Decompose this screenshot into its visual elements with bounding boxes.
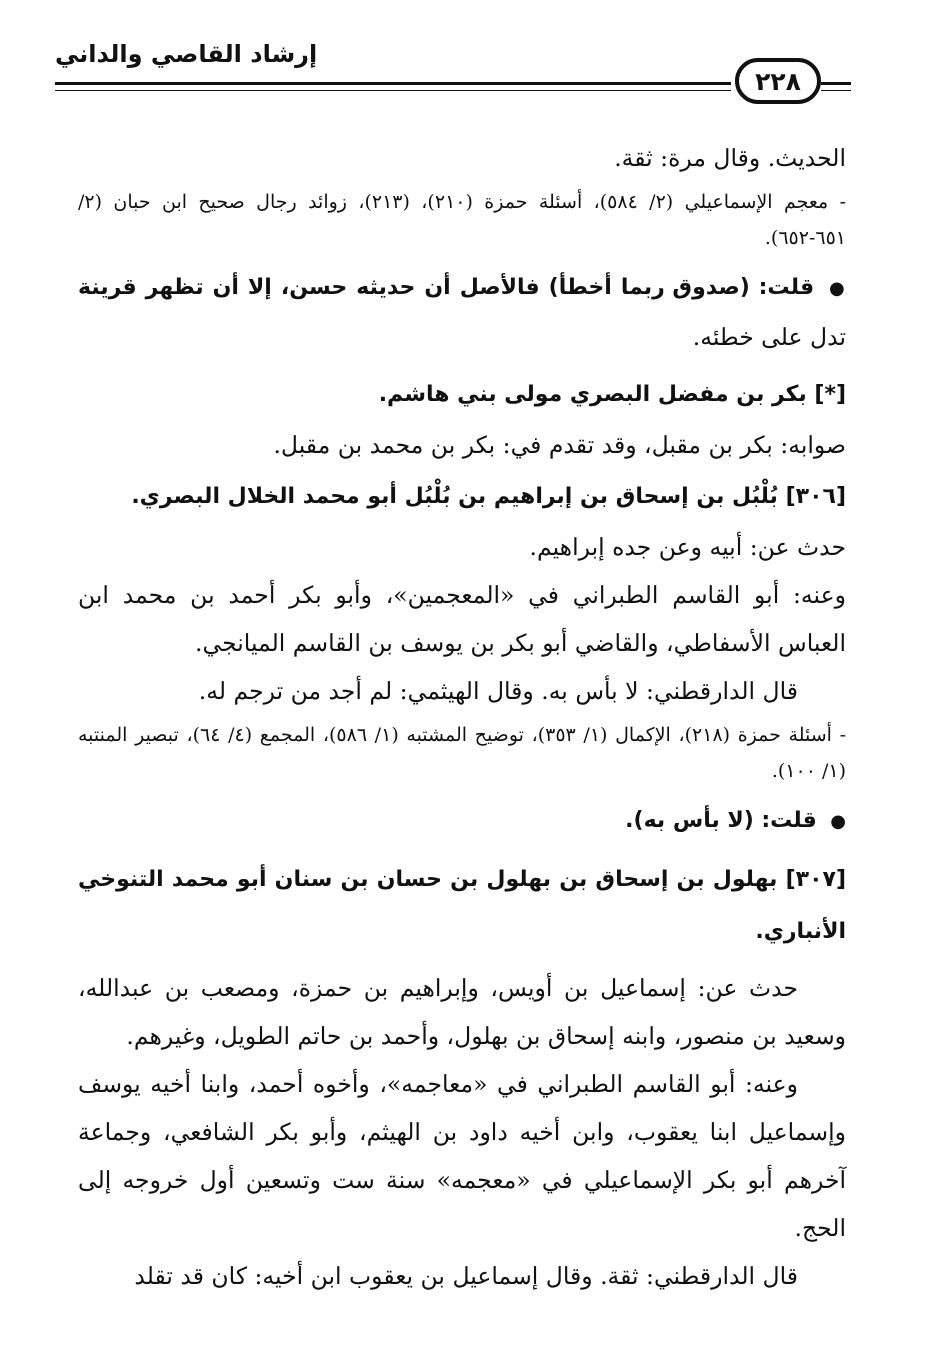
- verdict-paragraph: [78, 795, 846, 846]
- running-title: إرشاد القاصي والداني: [55, 40, 318, 68]
- header-rule-right-thin: [821, 90, 851, 91]
- bullet-icon: ●: [828, 278, 846, 299]
- body-line: قال الدارقطني: لا بأس به. وقال الهيثمي: لم أجد من ترجم له.: [198, 677, 798, 705]
- body-line: صوابه: بكر بن مقبل، وقد تقدم في: بكر بن محمد بن مقبل.: [273, 431, 846, 459]
- page-body: [78, 134, 846, 1300]
- body-line: قال الدارقطني: ثقة. وقال إسماعيل بن يعقوب ابن أخيه: كان قد تقلد: [134, 1262, 798, 1290]
- bullet-icon: ●: [830, 811, 846, 832]
- page-number-badge: ٢٢٨: [735, 58, 821, 104]
- verdict-text: (صدوق ربما أخطأ) فالأصل أن حديثه حسن، إلا أن تظهر قرينة: [78, 275, 750, 300]
- header-rule-thin: [55, 90, 731, 91]
- body-paragraph: حدث عن: إسماعيل بن أويس، وإبراهيم بن حمزة، ومصعب بن عبدالله، وسعيد بن منصور، وابنه إسحاق بن بهلول، وأحمد بن حاتم الطويل، وغيرهم.: [78, 974, 846, 1050]
- entry-heading: [٣٠٧] بهلول بن إسحاق بن بهلول بن حسان بن سنان أبو محمد التنوخي الأنباري.: [78, 867, 846, 944]
- body-line: حدث عن: أبيه وعن جده إبراهيم.: [529, 533, 846, 561]
- entry-heading: [*] بكر بن مفضل البصري مولى بني هاشم.: [378, 382, 846, 407]
- verdict-label: قلت:: [761, 808, 817, 833]
- footnote-reference: - معجم الإسماعيلي (٢/ ٥٨٤)، أسئلة حمزة (٢١٠)، (٢١٣)، زوائد رجال صحيح ابن حبان (٢/ ٦٥١-٦٥٢).: [78, 191, 846, 249]
- body-paragraph: وعنه: أبو القاسم الطبراني في «معاجمه»، وأخوه أحمد، وابنا أخيه يوسف وإسماعيل ابنا يعقوب، وابن أخيه داود بن الهيثم، وأبو بكر الشافعي، وجماعة آخرهم أبو بكر الإسماعيلي في «معجمه» سنة ست وتسعين أول خروجه إلى الحج.: [78, 1070, 846, 1242]
- entry-heading: [٣٠٦] بُلْبُل بن إسحاق بن إبراهيم بن بُلْبُل أبو محمد الخلال البصري.: [131, 484, 846, 509]
- footnote-reference: - أسئلة حمزة (٢١٨)، الإكمال (١/ ٣٥٣)، توضيح المشتبه (١/ ٥٨٦)، المجمع (٤/ ٦٤)، تبصير المنتبه (١/ ١٠٠).: [78, 724, 847, 782]
- body-paragraph: وعنه: أبو القاسم الطبراني في «المعجمين»، وأبو بكر أحمد بن محمد ابن العباس الأسفاطي، والقاضي أبو بكر بن يوسف بن القاسم الميانجي.: [78, 581, 846, 657]
- header-rule-right: [821, 82, 851, 85]
- body-line: الحديث. وقال مرة: ثقة.: [614, 144, 846, 172]
- verdict-continuation: تدل على خطئه.: [692, 323, 846, 351]
- verdict-label: قلت:: [758, 275, 815, 300]
- header-rule: [55, 82, 731, 85]
- verdict-paragraph: [78, 262, 846, 361]
- verdict-text: (لا بأس به).: [625, 808, 754, 833]
- page-header: [55, 38, 851, 108]
